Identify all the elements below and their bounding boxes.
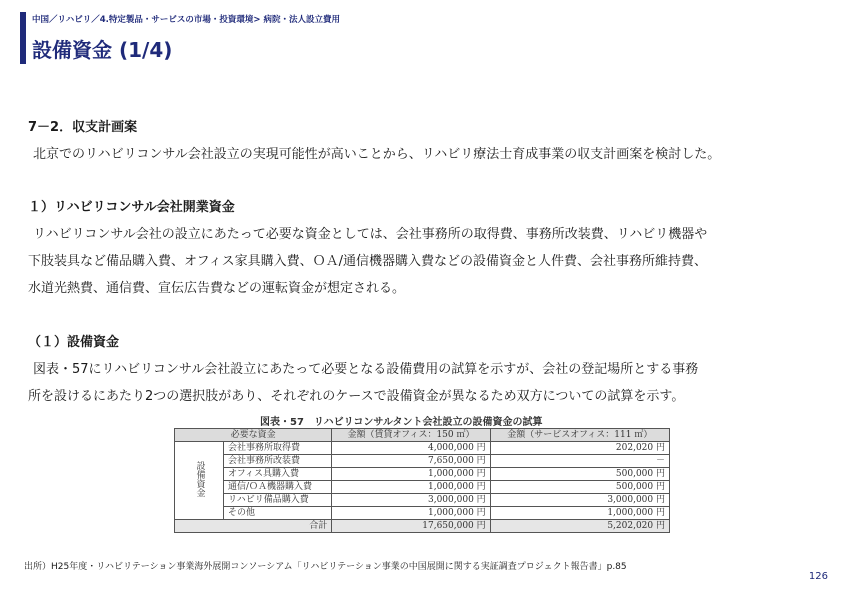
page-title: 設備資金 (1/4): [32, 38, 173, 62]
table-cell: 1,000,000 円: [332, 468, 490, 481]
section-heading-equipment-funds: （１）設備資金: [28, 335, 120, 350]
table-cell: 会社事務所取得費: [224, 442, 332, 455]
table-row: [175, 442, 670, 455]
table-cell: 3,000,000 円: [332, 494, 490, 507]
table-row: [175, 468, 670, 481]
table-cell: その他: [224, 507, 332, 520]
table-cell: 3,000,000 円: [490, 494, 669, 507]
column-header: 金額（賃貸オフィス：150 ㎡）: [332, 429, 490, 442]
total-cell: 17,650,000 円: [332, 520, 490, 533]
table-row: [175, 494, 670, 507]
table-cell: 1,000,000 円: [490, 507, 669, 520]
table-row: [175, 455, 670, 468]
page-number: 126: [808, 571, 828, 582]
table-cell: 会社事務所改装費: [224, 455, 332, 468]
table-title: 図表・57 リハビリコンサルタント会社設立の設備資金の試算: [260, 417, 543, 428]
body-line: 図表・57にリハビリコンサル会社設立にあたって必要となる設備費用の試算を示すが、会社の登記場所とする事務: [33, 362, 699, 377]
total-label: 合計: [175, 520, 332, 533]
body-line: 水道光熱費、通信費、宣伝広告費などの運転資金が想定される。: [28, 281, 406, 296]
section-heading-plan: 7－2．収支計画案: [28, 120, 138, 135]
table-cell: 通信/ＯＡ機器購入費: [224, 481, 332, 494]
table-cell: 500,000 円: [490, 468, 669, 481]
table-cell: 7,650,000 円: [332, 455, 490, 468]
table-cell: 1,000,000 円: [332, 481, 490, 494]
source-citation: 出所）H25年度・リハビリテーション事業海外展開コンソーシアム「リハビリテーション事業の中国展開に関する実証調査プロジェクト報告書」p.85: [24, 562, 627, 572]
body-line: 所を設けるにあたり2つの選択肢があり、それぞれのケースで設備資金が異なるため双方についての試算を示す。: [28, 389, 685, 404]
column-header: 金額（サービスオフィス：111 ㎡）: [490, 429, 669, 442]
category-cell: [175, 442, 224, 520]
category-label: 設備資金: [194, 460, 205, 497]
table-cell: －: [490, 455, 669, 468]
title-accent-bar: [20, 12, 26, 64]
table-cell: 1,000,000 円: [332, 507, 490, 520]
table-cell: オフィス具購入費: [224, 468, 332, 481]
table-cell: リハビリ備品購入費: [224, 494, 332, 507]
body-line: 北京でのリハビリコンサル会社設立の実現可能性が高いことから、リハビリ療法士育成事業の収支計画案を検討した。: [33, 147, 721, 162]
equipment-cost-table: [174, 428, 670, 533]
table-row: [175, 507, 670, 520]
table-header-row: [175, 429, 670, 442]
table-cell: 202,020 円: [490, 442, 669, 455]
section-heading-startup-funds: １）リハビリコンサル会社開業資金: [28, 200, 235, 215]
breadcrumb: 中国／リハビリ／4.特定製品・サービスの市場・投資環境> 病院・法人設立費用: [32, 15, 340, 25]
table-total-row: [175, 520, 670, 533]
body-line: リハビリコンサル会社の設立にあたって必要な資金としては、会社事務所の取得費、事務所改装費、リハビリ機器や: [33, 227, 708, 242]
column-header: 必要な資金: [175, 429, 332, 442]
table-cell: 500,000 円: [490, 481, 669, 494]
total-cell: 5,202,020 円: [490, 520, 669, 533]
table-row: [175, 481, 670, 494]
table-cell: 4,000,000 円: [332, 442, 490, 455]
body-line: 下肢装具など備品購入費、オフィス家具購入費、ＯＡ/通信機器購入費などの設備資金と人件費、会社事務所維持費、: [28, 254, 707, 269]
